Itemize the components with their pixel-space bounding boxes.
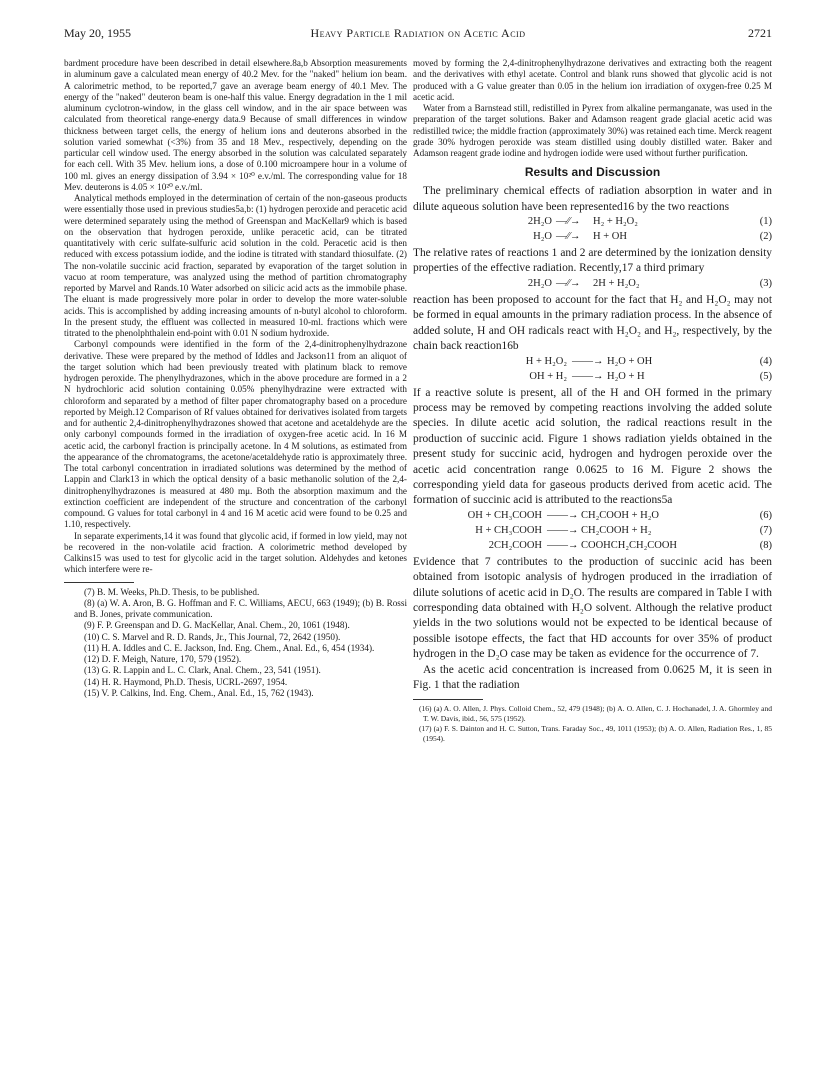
equation: [413, 278, 772, 292]
footnote: (15) V. P. Calkins, Ind. Eng. Chem., Anal. Ed., 15, 762 (1943).: [84, 687, 314, 698]
equation-number: (5): [759, 370, 772, 382]
equation: [413, 525, 772, 539]
body-paragraph: In separate experiments,14 it was found that glycolic acid, if formed in low yield, may not be recovered in the non-volatile acid fraction. A colorimetric method developed by Calkins15 was used to test for glycolic acid in the target solution. Aldehydes and ketones which interfere were re-: [64, 530, 407, 575]
equation-lhs: 2H₂O: [527, 216, 552, 228]
equation-number: (8): [759, 539, 772, 551]
radiation-arrow: —⁄⁄→: [556, 231, 581, 243]
footnote: (11) H. A. Iddles and C. E. Jackson, Ind. Eng. Chem., Anal. Ed., 6, 454 (1934).: [84, 642, 375, 653]
equation-group: [413, 510, 772, 554]
body-paragraph: bardment procedure have been described in detail elsewhere.8a,b Absorption measurements in aluminum gave a calculated mean energy of 40.2 Mev. for the "naked" helium ion beam. A calorimetric method, to be reported,7 gave an average beam energy of 40.1 Mev. The energy of the "naked" deuteron beam is one-half this value. Energy degradation in the 1 mil aluminum cyclotron-window, in the glass cell window, and in the air space between was calculated from theoretical range-energy data.9 Because of small differences in window thickness between target cells, the energy of helium ions and deuterons absorbed in the solution varied somewhat (<3%) from 35 and 18 Mev., respectively, depending on the particular cell window used. The energy absorbed in the solution was calculated separately for each cell. With 35 Mev. helium ions, a dose of 0.100 microampere hour in a volume of 100 ml. gives an energy dissipation of 3.94 × 10²⁰ e.v./ml. The corresponding value for 18 Mev. deuterons is 4.05 × 10²⁰ e.v./ml.: [64, 58, 407, 192]
body-paragraph: The preliminary chemical effects of radiation absorption in water and in dilute aqueous solution have been represented16 by the two reactions: [413, 185, 772, 213]
equation-rhs: COOHCH₂CH₂COOH: [581, 539, 677, 551]
equation: [413, 216, 772, 230]
header-page-number: 2721: [748, 26, 772, 40]
equation-lhs: 2H₂O: [527, 277, 552, 289]
equation-lhs: H + H₂O₂: [525, 355, 567, 367]
body-paragraph: Water from a Barnstead still, redistilled in Pyrex from alkaline permanganate, was used in the preparation of the target solutions. Baker and Adamson reagent grade glacial acetic acid was redistilled twice; the middle fraction (approximately 30%) was retained each time. Merck reagent grade 30% hydrogen peroxide was steam distilled using doubly distilled water. Baker and Adamson reagent grade iodine and hydrogen iodide were used without further purification.: [413, 103, 772, 158]
body-paragraph: reaction has been proposed to account for the fact that H₂ and H₂O₂ may not be formed in equal amounts in the primary radiation process. In the absence of added solute, H and OH radicals react with H₂O₂ and H₂, respectively, by the chain back reaction16b: [413, 293, 772, 353]
equation-rhs: CH₂COOH + H₂O: [581, 509, 659, 521]
equation: [413, 231, 772, 245]
equation-rhs: 2H + H₂O₂: [593, 277, 640, 289]
radiation-arrow: —⁄⁄→: [556, 277, 581, 289]
body-paragraph: If a reactive solute is present, all of the H and OH formed in the primary process may be removed by competing reactions involving the added solute species. In dilute acetic acid solution, the radical reactions result in the production of succinic acid. Figure 1 shows radiation yields obtained in the present study for succinic acid, hydrogen and hydrogen peroxide over the acetic acid concentration range 0.0625 to 16 M. Figure 2 shows the corresponding yield data for gaseous products derived from acetic acid. The formation of succinic acid is attributed to the reactions5a: [413, 386, 772, 507]
equation-number: (4): [759, 355, 772, 367]
footnotes-right: [413, 704, 772, 744]
footnote: (9) F. P. Greenspan and D. G. MacKellar, Anal. Chem., 20, 1061 (1948).: [84, 620, 350, 631]
equation-lhs: H + CH₃COOH: [475, 524, 542, 536]
equation-group: [413, 356, 772, 385]
equation-lhs: 2CH₂COOH: [488, 539, 542, 551]
equation: [413, 356, 772, 370]
body-paragraph: Carbonyl compounds were identified in the form of the 2,4-dinitrophenylhydrazone derivative. These were prepared by the method of Iddles and Jackson11 from an aliquot of the target solution which had been previously treated with platinum black to remove hydrogen peroxide. The phenylhydrazones, which in the above procedure are formed in a 2 N hydrochloric acid solution containing 0.05% phenylhydrazine were extracted with chloroform and separated by a method of filter paper chromatography based on a procedure reported by Meigh.12 Comparison of Rf values obtained for derivatives isolated from targets and for authentic 2,4-dinitrophenylhydrazones showed that acetone and acetaldehyde are the only carbonyl compounds formed in the irradiation of oxygen-free acetic acid. In 16 M acetic acid, the carbonyl fraction is principally acetone. In 4 M solutions, as estimated from the appearance of the chromatograms, the acetone/acetaldehyde ratio is approximately three. The total carbonyl concentration in irradiated solutions was determined by the method of Lappin and Clark13 in which the optical density of a basic methanolic solution of the 2,4-dinitrophenylhydrazones is measured at 480 mμ. Both the absorption maximum and the extinction coefficient are independent of the structure and concentration of the carbonyl compound. G values for total carbonyl in 4 and 16 M acetic acid were found to be 0.25 and 1.10, respectively.: [64, 339, 407, 530]
section-heading: Results and Discussion: [524, 165, 661, 180]
footnote: (13) G. R. Lappin and L. C. Clark, Anal. Chem., 23, 541 (1951).: [84, 665, 321, 676]
equation-group: [413, 216, 772, 245]
header-date: May 20, 1955: [64, 26, 131, 40]
reaction-arrow: ——→: [547, 539, 579, 551]
body-paragraph: As the acetic acid concentration is increased from 0.0625 M, it is seen in Fig. 1 that the radiation: [413, 663, 772, 691]
equation-number: (3): [759, 277, 772, 289]
right-column: [413, 58, 772, 744]
footnote: (17) (a) F. S. Dainton and H. C. Sutton, Trans. Faraday Soc., 49, 1011 (1953); (b) A. O. Allen, Radiation Res., 1, 85 (1954).: [419, 724, 772, 744]
equation-lhs: OH + H₂: [529, 370, 567, 382]
body-paragraph: moved by forming the 2,4-dinitrophenylhydrazone derivatives and extracting both the reagent and the derivatives with ethyl acetate. Control and blank runs showed that glycolic acid is not produced with a G value greater than 0.05 in the helium ion irradiation of oxygen-free 0.25 M acetic acid.: [413, 58, 772, 102]
footnote-divider: [413, 699, 483, 700]
reaction-arrow: ——→: [572, 355, 604, 367]
equation-rhs: H₂O + H: [607, 370, 645, 382]
equation-number: (1): [759, 216, 772, 228]
header-running-title: Heavy Particle Radiation on Acetic Acid: [310, 26, 526, 40]
equation-rhs: H₂O + OH: [607, 355, 653, 367]
footnote-divider: [64, 582, 134, 583]
footnotes-left: [64, 587, 407, 700]
equation: [413, 540, 772, 554]
equation-group: [413, 278, 772, 292]
equation-lhs: H₂O: [533, 231, 552, 243]
footnote: (8) (a) W. A. Aron, B. G. Hoffman and F. C. Williams, AECU, 663 (1949); (b) B. Rossi and B. Jones, private communication.: [74, 597, 407, 619]
footnote: (16) (a) A. O. Allen, J. Phys. Colloid Chem., 52, 479 (1948); (b) A. O. Allen, C. J. Hochanadel, J. A. Ghormley and T. W. Davis, ibid., 56, 575 (1952).: [419, 704, 772, 724]
reaction-arrow: ——→: [547, 509, 579, 521]
equation: [413, 510, 772, 524]
equation-number: (6): [759, 509, 772, 521]
reaction-arrow: ——→: [572, 370, 604, 382]
body-paragraph: Analytical methods employed in the determination of certain of the non-gaseous products were essentially those used in previous studies5a,b: (1) hydrogen peroxide and peracetic acid were determined separately using the method of Greenspan and MacKellar9 which is based on the observation that hydrogen peroxide, unlike peracetic acid, can be titrated quantitatively with ceric sulfate-sulfuric acid solution in the cold. Peracetic acid is then reduced with excess potassium iodide, and the iodine is titrated with standard thiosulfate. (2) The non-volatile succinic acid fraction, separated by evaporation of the target solution in vacuo at room temperature, was analyzed using the method of partition chromatography reported by Marvel and Rands.10 Water adsorbed on silicic acid acts as the immobile phase. The eluant is made progressively more polar in order to develop the more water-soluble acids. This is accomplished by adding increasing amounts of n-butyl alcohol to chloroform. In the present study, the effluent was collected in measured 10-ml. fractions which were titrated to the phenolphthalein end-point with 0.01 N sodium hydroxide.: [64, 193, 407, 338]
footnote: (10) C. S. Marvel and R. D. Rands, Jr., This Journal, 72, 2642 (1950).: [84, 631, 341, 642]
equation-number: (7): [759, 524, 772, 536]
body-paragraph: The relative rates of reactions 1 and 2 are determined by the ionization density properties of the effective radiation. Recently,17 a third primary: [413, 247, 772, 275]
reaction-arrow: ——→: [547, 524, 579, 536]
footnote: (12) D. F. Meigh, Nature, 170, 579 (1952).: [84, 654, 242, 664]
footnote: (7) B. M. Weeks, Ph.D. Thesis, to be published.: [84, 586, 260, 597]
equation-rhs: H + OH: [593, 231, 627, 243]
equation-number: (2): [759, 231, 772, 243]
body-paragraph: Evidence that 7 contributes to the production of succinic acid has been obtained from isotopic analysis of hydrogen produced in the irradiation of dilute solutions of acetic acid in D₂O. The results are compared in Table I with corresponding data obtained with H₂O solvent. Although the relative product yields in the two solutions would not be expected to be identical because of possible isotope effects, the fact that HD accounts for over 35% of product hydrogen in the D₂O case may be taken as evidence for the occurrence of 7.: [413, 555, 772, 661]
footnote: (14) H. R. Haymond, Ph.D. Thesis, UCRL-2697, 1954.: [84, 676, 288, 687]
equation: [413, 371, 772, 385]
equation-rhs: H₂ + H₂O₂: [593, 216, 638, 228]
radiation-arrow: —⁄⁄→: [556, 216, 581, 228]
equation-lhs: OH + CH₃COOH: [467, 509, 542, 521]
page-header: [64, 26, 772, 42]
equation-rhs: CH₂COOH + H₂: [581, 524, 652, 536]
left-column: [64, 58, 407, 699]
